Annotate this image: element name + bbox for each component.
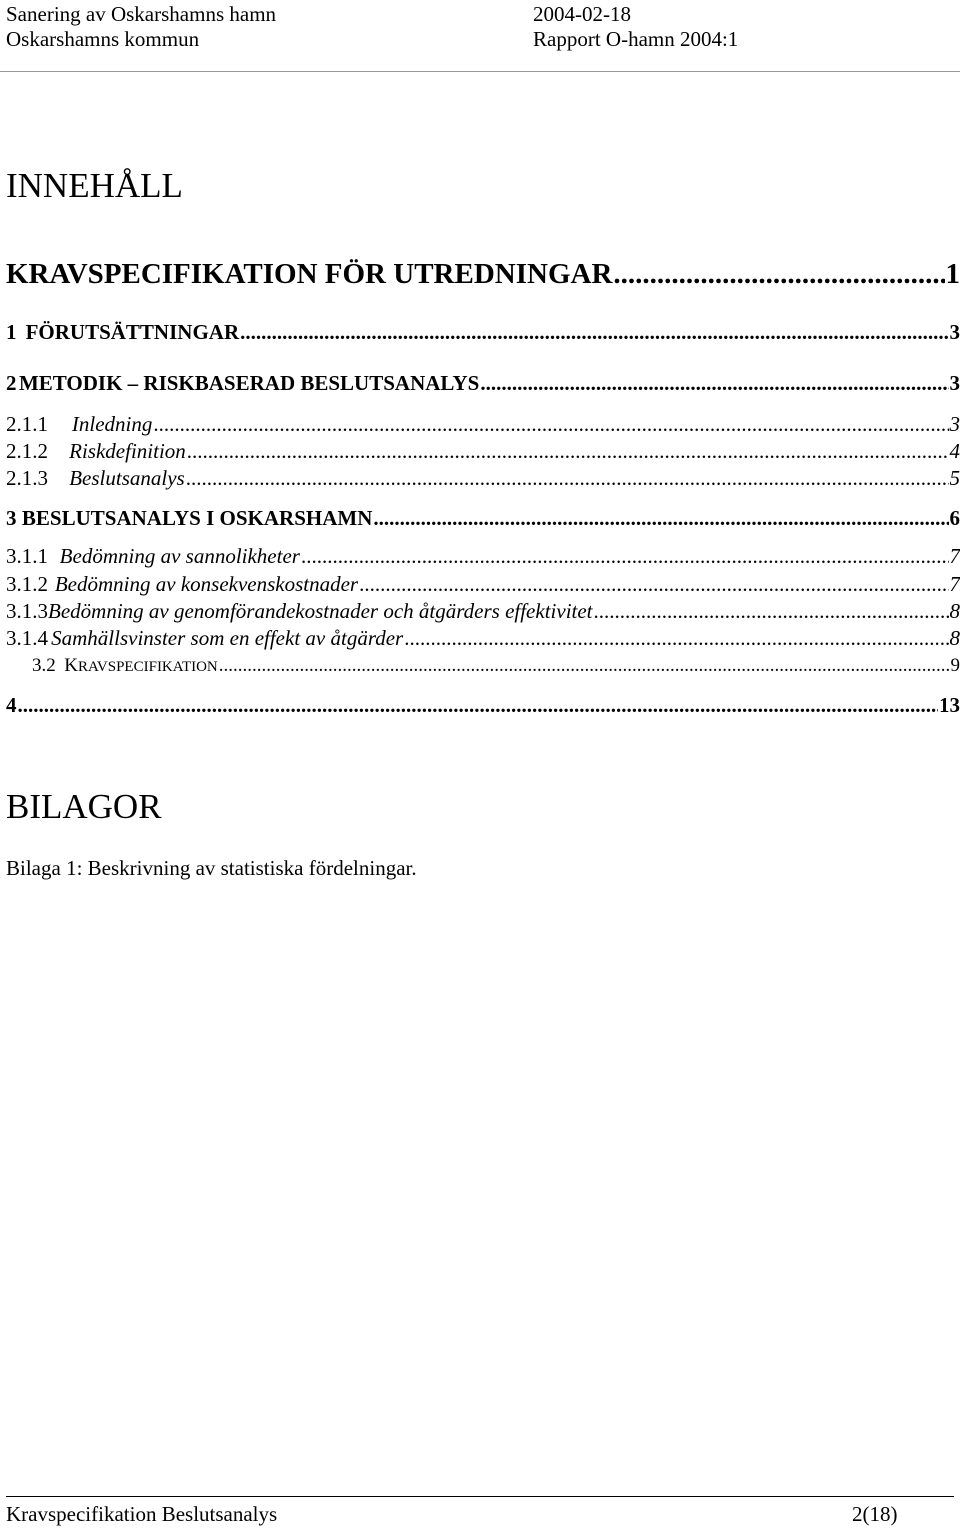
header-rule xyxy=(0,71,960,72)
toc-title: Samhällsvinster som en effekt av åtgärder xyxy=(51,626,404,650)
toc-title-initial: K xyxy=(64,655,79,676)
toc-title-rest: RAVSPECIFIKATION xyxy=(78,659,218,675)
toc-entry-10[interactable] xyxy=(6,626,960,651)
toc-leader-dots xyxy=(373,506,948,531)
toc-page-number: 8 xyxy=(949,599,960,623)
toc-leader-dots xyxy=(404,626,948,651)
toc-entry-6[interactable] xyxy=(6,506,960,531)
toc-leader-dots xyxy=(186,466,949,491)
toc-page-number: 3 xyxy=(949,412,960,436)
contents-heading: INNEHÅLL xyxy=(6,166,183,205)
toc-page-number: 9 xyxy=(950,655,960,676)
toc-page-number: 3 xyxy=(949,320,960,344)
toc-number: 3.1.3 xyxy=(6,599,48,623)
toc-leader-dots xyxy=(480,371,948,396)
toc-page-number: 6 xyxy=(949,506,960,530)
toc-number: 3.2 xyxy=(32,655,56,676)
toc-number: 1 xyxy=(6,320,17,344)
toc-entry-1[interactable] xyxy=(6,320,960,345)
toc-number: 4 xyxy=(6,693,17,717)
toc-page-number: 1 xyxy=(945,258,960,290)
toc-title: Bedömning av genomförandekostnader och åtgärders effektivitet xyxy=(48,599,593,623)
toc-entry-0[interactable] xyxy=(6,258,960,291)
toc-title: Bedömning av sannolikheter xyxy=(59,544,300,568)
toc-leader-dots xyxy=(613,258,944,291)
toc-page-number: 8 xyxy=(949,626,960,650)
toc-leader-dots xyxy=(301,544,949,569)
toc-leader-dots xyxy=(359,572,948,597)
toc-entry-5[interactable] xyxy=(6,466,960,491)
toc-entry-3[interactable] xyxy=(6,412,960,437)
toc-entry-2[interactable] xyxy=(6,371,960,396)
toc-entry-8[interactable] xyxy=(6,572,960,597)
toc-leader-dots xyxy=(153,412,948,437)
toc-title: FÖRUTSÄTTNINGAR xyxy=(25,320,240,344)
toc-number: 3.1.2 xyxy=(6,572,48,596)
toc-number: 3.1.1 xyxy=(6,544,48,568)
toc-title: KRAVSPECIFIKATION FÖR UTREDNINGAR xyxy=(6,258,613,290)
toc-entry-9[interactable] xyxy=(6,599,960,624)
toc-title: Inledning xyxy=(71,412,153,436)
toc-number: 3 xyxy=(6,506,17,530)
toc-page-number: 3 xyxy=(949,371,960,395)
toc-title: Riskdefinition xyxy=(69,439,186,463)
header-date: 2004-02-18 xyxy=(533,2,631,26)
toc-leader-dots xyxy=(240,320,948,345)
toc-entry-4[interactable] xyxy=(6,439,960,464)
header-report-id: Rapport O-hamn 2004:1 xyxy=(533,27,739,51)
toc-page-number: 5 xyxy=(949,466,960,490)
toc-title: METODIK – RISKBASERAD BESLUTSANALYS xyxy=(18,371,480,395)
toc-leader-dots xyxy=(594,599,949,624)
appendix-heading: BILAGOR xyxy=(6,787,162,826)
toc-number: 2.1.3 xyxy=(6,466,48,490)
toc-leader-dots xyxy=(18,693,939,718)
toc-page-number: 7 xyxy=(949,572,960,596)
toc-title xyxy=(64,655,217,677)
toc-page-number: 7 xyxy=(949,544,960,568)
toc-title: Beslutsanalys xyxy=(69,466,185,490)
footer-page-number: 2(18) xyxy=(852,1502,898,1526)
appendix-item: Bilaga 1: Beskrivning av statistiska fördelningar. xyxy=(6,856,417,880)
toc-entry-7[interactable] xyxy=(6,544,960,569)
toc-leader-dots xyxy=(219,655,950,677)
footer-title: Kravspecifikation Beslutsanalys xyxy=(6,1502,278,1526)
toc-number: 2 xyxy=(6,371,17,395)
toc-entry-12[interactable] xyxy=(6,693,960,718)
header-left-line2: Oskarshamns kommun xyxy=(6,27,200,51)
toc-page-number: 13 xyxy=(939,693,960,717)
toc-title: BESLUTSANALYS I OSKARSHAMN xyxy=(21,506,373,530)
toc-title: Bedömning av konsekvenskostnader xyxy=(54,572,359,596)
toc-page-number: 4 xyxy=(949,439,960,463)
header-left-line1: Sanering av Oskarshamns hamn xyxy=(6,2,277,26)
toc-leader-dots xyxy=(187,439,949,464)
toc-number: 3.1.4 xyxy=(6,626,48,650)
toc-entry-11[interactable] xyxy=(32,655,960,677)
footer-rule xyxy=(6,1496,954,1497)
toc-number: 2.1.1 xyxy=(6,412,48,436)
toc-number: 2.1.2 xyxy=(6,439,48,463)
